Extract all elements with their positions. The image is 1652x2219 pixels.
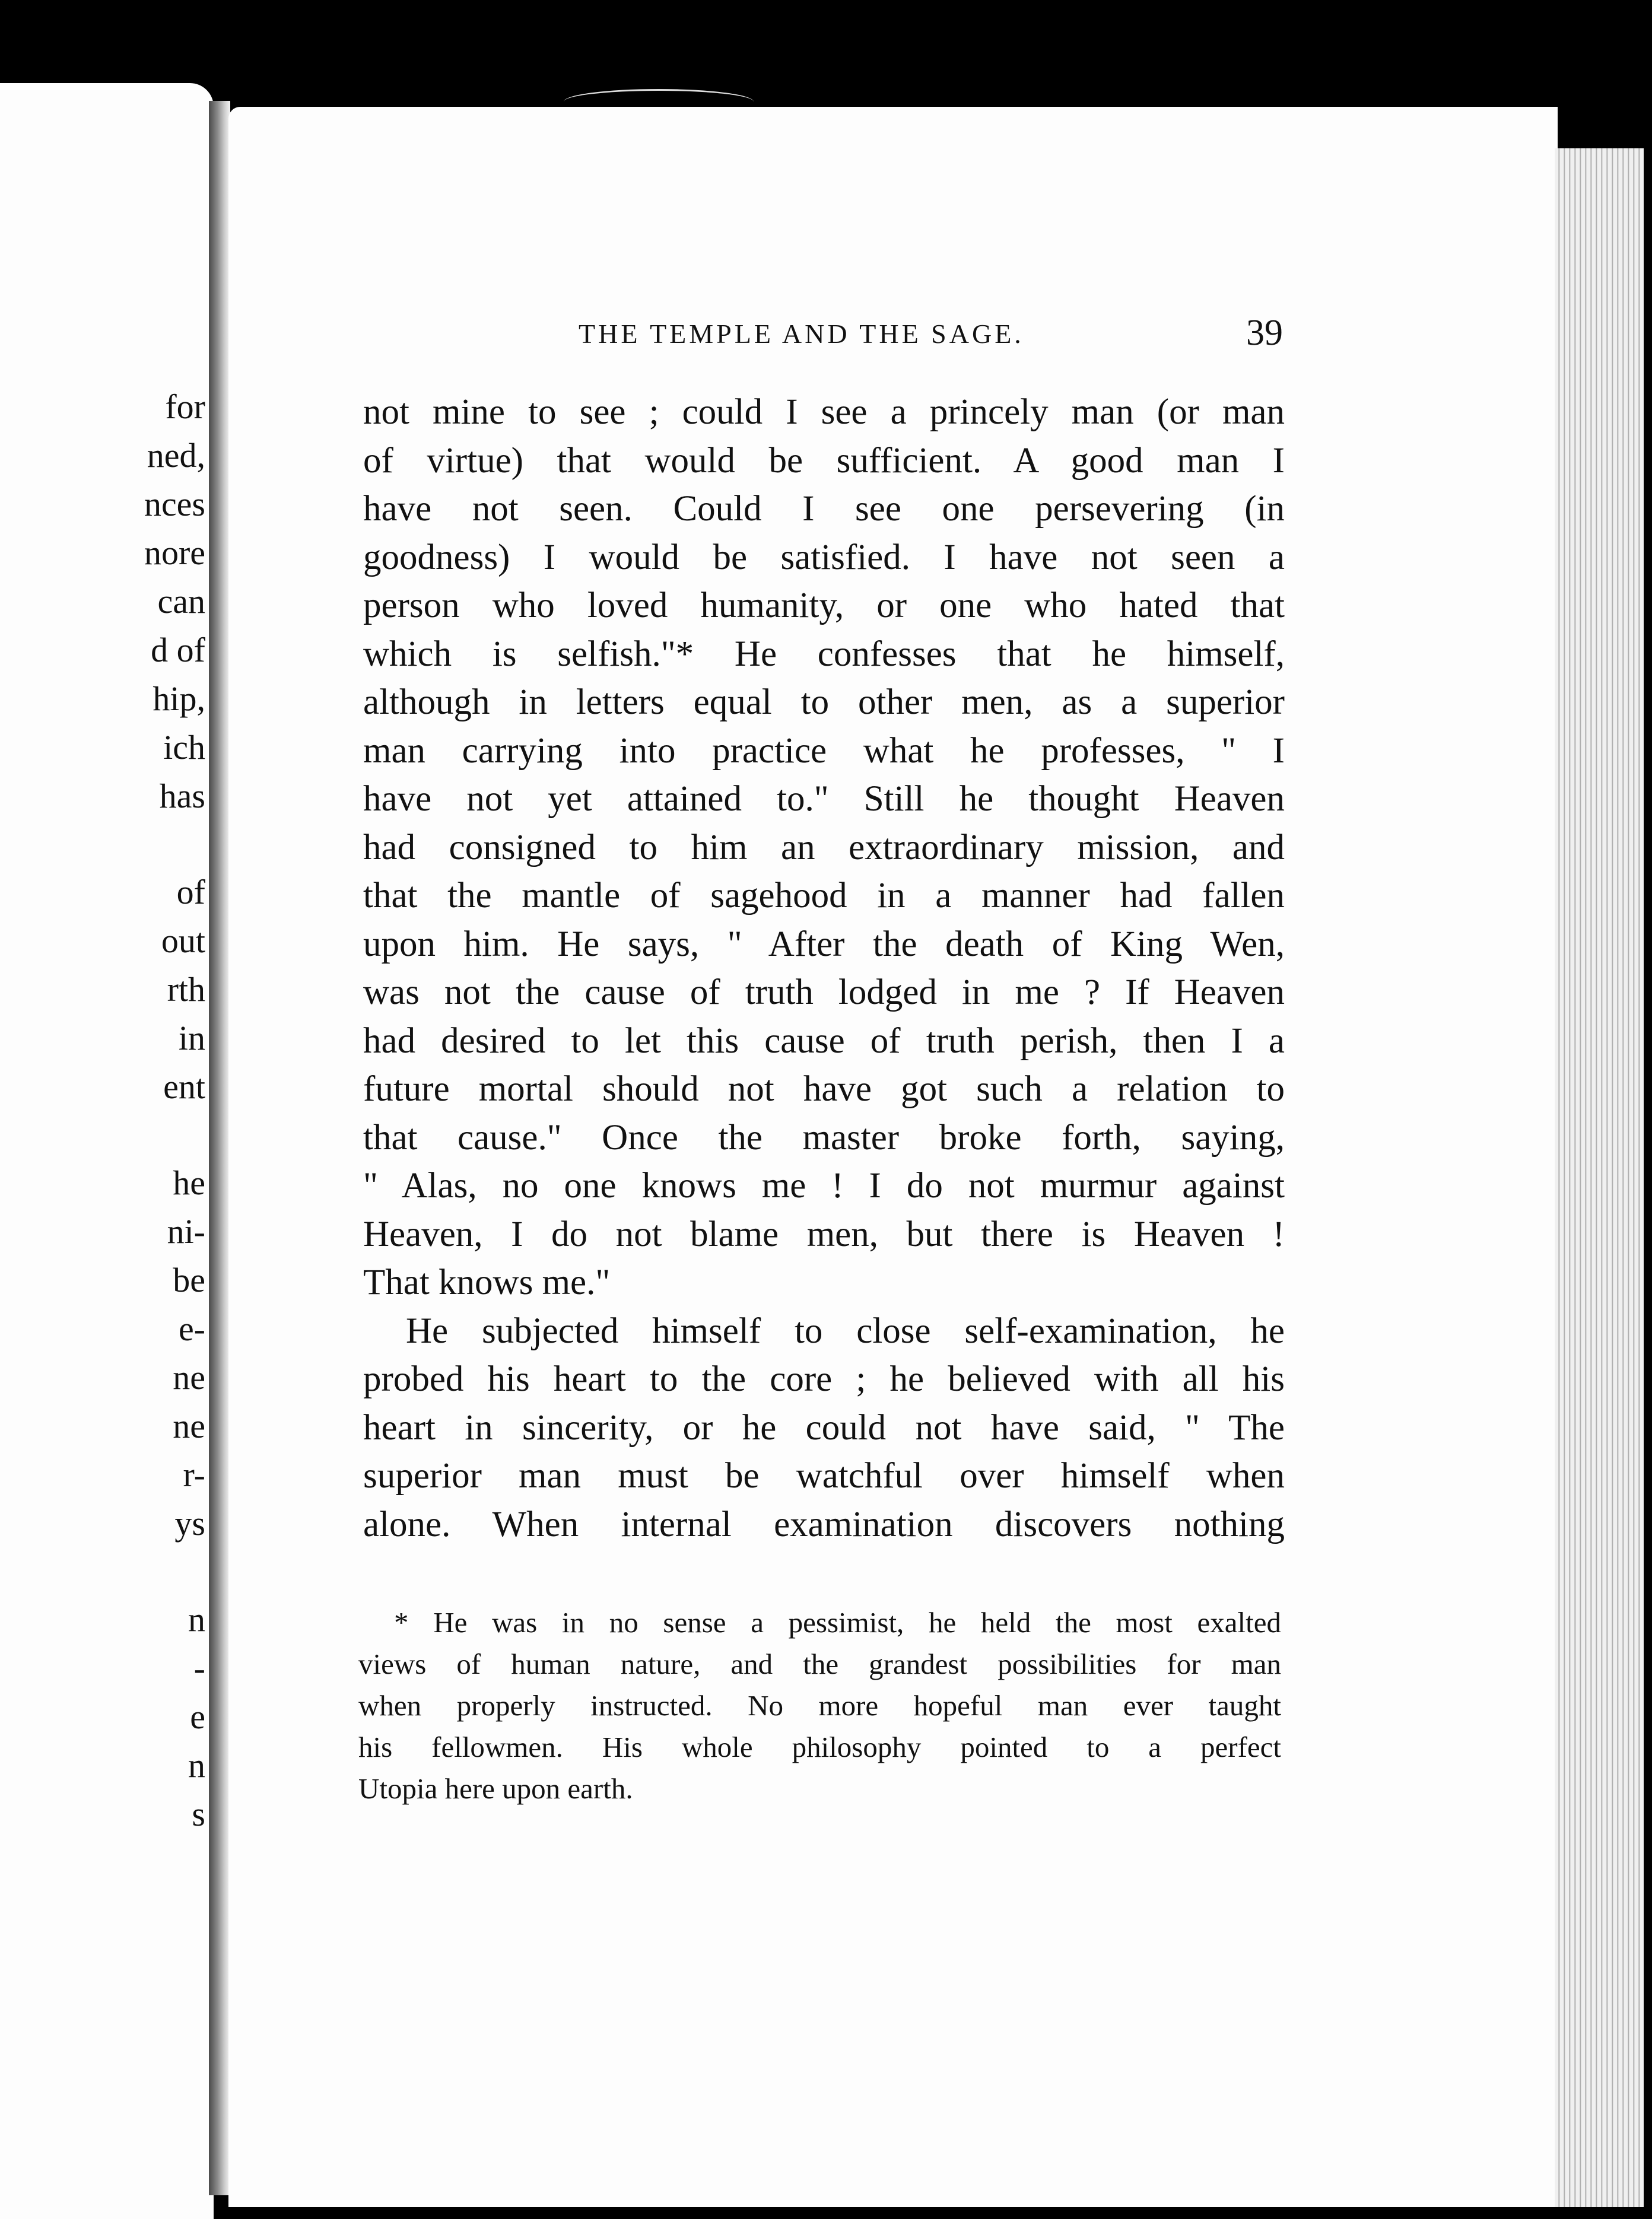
book-gutter	[209, 101, 230, 2195]
footnote	[358, 1602, 1281, 1810]
text-line: was not the cause of truth lodged in me ? If Heaven	[363, 972, 1285, 1012]
text-line: That knows me."	[363, 1263, 611, 1302]
page-edges	[1555, 148, 1644, 2207]
previous-page-fragment: r-	[183, 1455, 205, 1494]
page-number: 39	[1246, 313, 1283, 353]
previous-page	[0, 83, 214, 2219]
footnote-line: * He was in no sense a pessimist, he held the most exalted	[394, 1606, 1281, 1639]
previous-page-fragment: ne	[173, 1358, 205, 1397]
text-line: which is selfish."* He confesses that he himself,	[363, 634, 1285, 674]
text-line: have not yet attained to." Still he thought Heaven	[363, 779, 1285, 819]
previous-page-fragment: ys	[174, 1504, 205, 1543]
text-line: He subjected himself to close self-examination, he	[406, 1311, 1285, 1351]
running-head: THE TEMPLE AND THE SAGE.	[579, 319, 1024, 349]
previous-page-fragment: e	[190, 1697, 205, 1736]
text-line: had consigned to him an extraordinary mission, and	[363, 827, 1285, 867]
previous-page-fragment: he	[173, 1163, 205, 1202]
text-line: had desired to let this cause of truth perish, then I a	[363, 1021, 1285, 1061]
text-line: " Alas, no one knows me ! I do not murmur against	[363, 1166, 1285, 1206]
footnote-line: his fellowmen. His whole philosophy pointed to a perfect	[358, 1731, 1281, 1763]
text-line: although in letters equal to other men, as a superior	[363, 682, 1285, 722]
text-line: future mortal should not have got such a relation to	[363, 1069, 1285, 1109]
previous-page-fragment: d of	[151, 631, 205, 669]
text-line: that the mantle of sagehood in a manner had fallen	[363, 876, 1285, 915]
footnote-line: views of human nature, and the grandest possibilities for man	[358, 1648, 1281, 1680]
text-line: man carrying into practice what he professes, " I	[363, 730, 1285, 771]
previous-page-fragment: ni-	[167, 1212, 205, 1251]
text-line: Heaven, I do not blame men, but there is Heaven !	[363, 1214, 1285, 1254]
previous-page-fragment: e-	[178, 1309, 205, 1348]
previous-page-fragment: nore	[144, 533, 205, 572]
previous-page-fragment: can	[157, 582, 205, 621]
text-line: that cause." Once the master broke forth, saying,	[363, 1117, 1285, 1158]
previous-page-fragment: out	[161, 921, 205, 960]
body-text	[363, 388, 1285, 1549]
text-line: superior man must be watchful over himself when	[363, 1456, 1285, 1496]
bookmark-thread	[564, 89, 754, 115]
previous-page-fragment: nces	[144, 485, 205, 523]
previous-page-fragment: n	[188, 1746, 205, 1785]
text-line: probed his heart to the core ; he believed with all his	[363, 1359, 1285, 1399]
previous-page-fragment: ent	[163, 1067, 205, 1106]
footnote-line: Utopia here upon earth.	[358, 1772, 633, 1805]
previous-page-fragment: be	[173, 1261, 205, 1299]
text-line: not mine to see ; could I see a princely man (or man	[363, 392, 1285, 432]
text-line: alone. When internal examination discovers nothing	[363, 1504, 1285, 1544]
previous-page-fragment: hip,	[153, 679, 205, 718]
text-line: upon him. He says, " After the death of King Wen,	[363, 924, 1285, 964]
text-line: heart in sincerity, or he could not have said, " The	[363, 1407, 1285, 1448]
previous-page-fragment: in	[178, 1019, 205, 1057]
previous-page-fragment: ich	[163, 728, 205, 767]
previous-page-fragment: of	[176, 873, 205, 911]
previous-page-fragment: n	[188, 1600, 205, 1639]
text-line: of virtue) that would be sufficient. A good man I	[363, 440, 1285, 481]
previous-page-fragment: rth	[167, 970, 205, 1009]
footnote-line: when properly instructed. No more hopeful man ever taught	[358, 1689, 1281, 1722]
previous-page-fragment: ned,	[147, 436, 205, 475]
previous-page-fragment: -	[193, 1649, 205, 1687]
previous-page-fragment: for	[165, 387, 205, 426]
text-line: goodness) I would be satisfied. I have not seen a	[363, 537, 1285, 577]
text-line: have not seen. Could I see one persevering (in	[363, 489, 1285, 529]
previous-page-fragment: has	[159, 777, 205, 815]
previous-page-fragment: ne	[173, 1407, 205, 1445]
previous-page-fragment: s	[192, 1795, 205, 1833]
text-line: person who loved humanity, or one who hated that	[363, 586, 1285, 625]
